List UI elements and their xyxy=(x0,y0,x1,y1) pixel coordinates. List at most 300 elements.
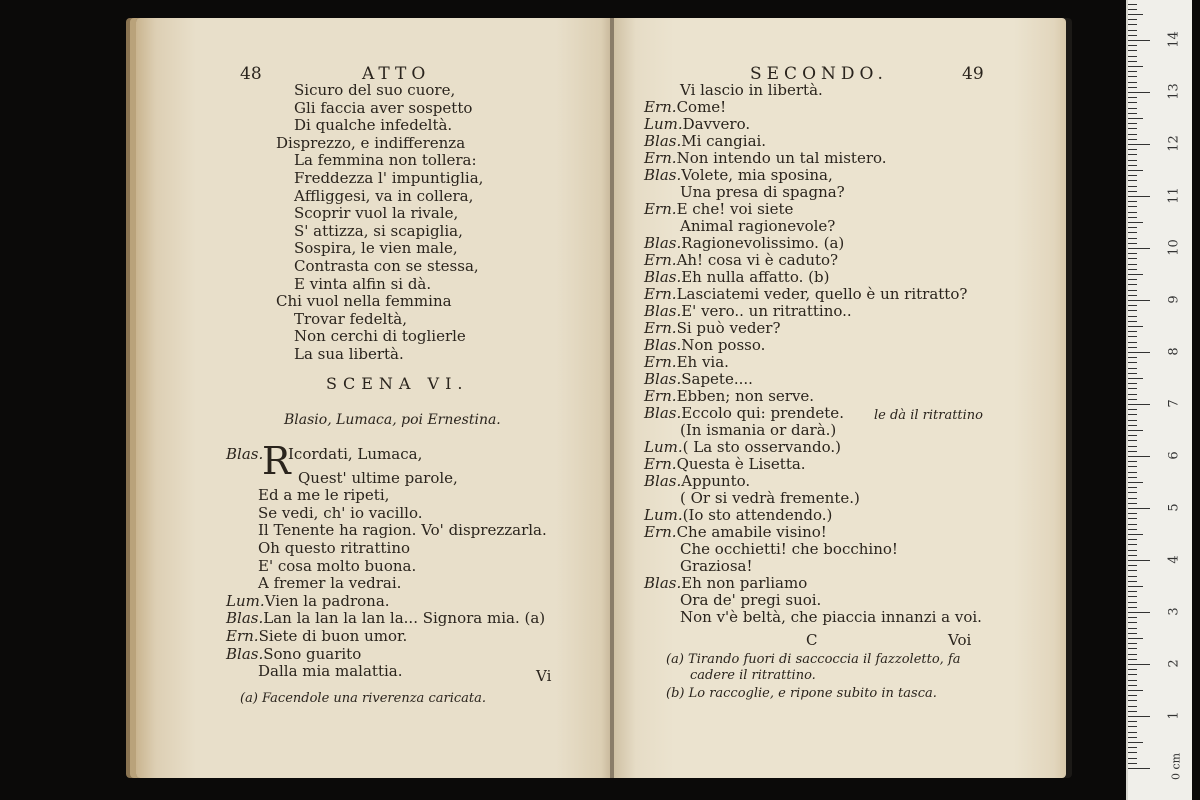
ruler-tick xyxy=(1128,201,1137,202)
text-line xyxy=(644,320,781,337)
text-line xyxy=(298,470,458,487)
line-text: Freddezza l' impuntiglia, xyxy=(294,169,484,187)
ruler-number: 7 xyxy=(1166,399,1182,408)
text-line xyxy=(644,507,832,524)
text-line xyxy=(258,505,423,522)
ruler-tick xyxy=(1128,128,1137,129)
text-line xyxy=(644,473,750,490)
ruler-tick xyxy=(1128,258,1137,259)
ruler-tick xyxy=(1128,82,1137,83)
text-line xyxy=(644,167,833,184)
line-text: Non cerchi di toglierle xyxy=(294,327,466,346)
speaker-label: Ern. xyxy=(644,455,677,473)
speaker-label: Lum. xyxy=(644,115,683,133)
text-line xyxy=(294,117,452,134)
line-text: Questa è Lisetta. xyxy=(676,455,806,473)
ruler-tick xyxy=(1128,154,1137,155)
speaker-label: Blas. xyxy=(644,234,682,252)
speaker-label: Ern. xyxy=(644,98,677,116)
ruler-tick xyxy=(1128,248,1150,249)
line-text: E che! voi siete xyxy=(676,200,794,218)
ruler-tick xyxy=(1128,232,1137,233)
ruler-tick xyxy=(1128,659,1137,660)
ruler-number: 4 xyxy=(1166,555,1182,564)
ruler-tick xyxy=(1128,118,1143,119)
text-line xyxy=(680,592,821,609)
ruler-tick xyxy=(1128,50,1137,51)
ruler-number: 9 xyxy=(1166,295,1182,304)
line-text: Quest' ultime parole, xyxy=(298,468,458,487)
ruler-tick xyxy=(1128,227,1137,228)
ruler-tick xyxy=(1128,238,1137,239)
ruler-number: 6 xyxy=(1166,451,1182,460)
ruler-tick xyxy=(1128,550,1137,551)
ruler-tick xyxy=(1128,492,1137,493)
speaker-label: Ern. xyxy=(644,285,677,303)
line-text: Animal ragionevole? xyxy=(680,217,836,235)
text-line xyxy=(644,201,793,218)
scene-characters: Blasio, Lumaca, poi Ernestina. xyxy=(284,412,501,428)
ruler-tick xyxy=(1128,747,1137,748)
text-line xyxy=(644,99,726,116)
ruler-tick xyxy=(1128,674,1137,675)
line-text: Eh nulla affatto. (b) xyxy=(681,268,830,286)
line-text: Ah! cosa vi è caduto? xyxy=(676,251,839,269)
ruler-tick xyxy=(1128,24,1137,25)
ruler-tick xyxy=(1128,612,1150,613)
line-text: (In ismania or darà.) xyxy=(680,421,837,439)
text-line xyxy=(680,422,836,439)
measuring-ruler xyxy=(1126,0,1192,800)
ruler-tick xyxy=(1128,347,1137,348)
ruler-tick xyxy=(1128,581,1137,582)
catchword: Vi xyxy=(536,667,552,685)
text-line xyxy=(294,223,463,240)
speaker-label: Lum. xyxy=(644,506,683,524)
line-text: Volete, mia sposina, xyxy=(681,166,833,184)
ruler-tick xyxy=(1128,560,1150,561)
text-line xyxy=(294,188,473,205)
stage-direction: le dà il ritrattino xyxy=(874,408,984,423)
ruler-tick xyxy=(1128,336,1137,337)
ruler-tick xyxy=(1128,695,1137,696)
speaker-label: Lum. xyxy=(644,438,683,456)
ruler-tick xyxy=(1128,628,1137,629)
text-line xyxy=(294,346,404,363)
text-line xyxy=(644,439,841,456)
line-text: Appunto. xyxy=(681,472,751,490)
line-text: Gli faccia aver sospetto xyxy=(294,98,473,117)
ruler-tick xyxy=(1128,680,1137,681)
ruler-tick xyxy=(1128,461,1137,462)
ruler-tick xyxy=(1128,87,1137,88)
ruler-tick xyxy=(1128,186,1137,187)
ruler-unit-label: 0 cm xyxy=(1169,752,1183,781)
ruler-tick xyxy=(1128,290,1137,291)
ruler-tick xyxy=(1128,487,1137,488)
line-text: Lasciatemi veder, quello è un ritratto? xyxy=(676,285,968,303)
line-text: Come! xyxy=(676,98,727,116)
ruler-tick xyxy=(1128,71,1137,72)
ruler-tick xyxy=(1128,378,1143,379)
speaker-label: Blas. xyxy=(226,609,264,628)
line-text: Che amabile visino! xyxy=(676,523,827,541)
ruler-tick xyxy=(1128,524,1137,525)
ruler-tick xyxy=(1128,40,1150,41)
speaker-label: Blas. xyxy=(226,445,264,463)
line-text: Vi lascio in libertà. xyxy=(680,81,823,99)
text-line xyxy=(226,646,361,663)
ruler-tick xyxy=(1128,284,1137,285)
ruler-tick xyxy=(1128,165,1137,166)
ruler-tick xyxy=(1128,706,1137,707)
text-line xyxy=(644,405,844,422)
ruler-tick xyxy=(1128,503,1137,504)
ruler-tick xyxy=(1128,279,1137,280)
text-line xyxy=(644,286,967,303)
right-page xyxy=(614,18,1066,778)
line-text: Ragionevolissimo. (a) xyxy=(681,234,845,252)
line-text: ( La sto osservando.) xyxy=(682,438,841,456)
ruler-number: 10 xyxy=(1166,239,1182,256)
text-line xyxy=(644,150,887,167)
ruler-tick xyxy=(1128,326,1143,327)
speaker-label: Blas. xyxy=(644,404,682,422)
ruler-tick xyxy=(1128,399,1137,400)
ruler-tick xyxy=(1128,534,1143,535)
line-text: (Io sto attendendo.) xyxy=(682,506,833,524)
ruler-tick xyxy=(1128,529,1137,530)
ruler-tick xyxy=(1128,76,1137,77)
text-line xyxy=(680,609,982,626)
line-text: E' cosa molto buona. xyxy=(258,556,417,575)
ruler-tick xyxy=(1128,768,1150,769)
footnote-a-continued: cadere il ritrattino. xyxy=(690,668,816,683)
line-text: Chi vuol nella femmina xyxy=(276,292,452,311)
text-line xyxy=(294,205,458,222)
line-text: E' vero.. un ritrattino.. xyxy=(681,302,852,320)
scene-title: SCENA VI. xyxy=(326,374,469,393)
line-text: Ora de' pregi suoi. xyxy=(680,591,822,609)
speaker-label: Blas. xyxy=(644,336,682,354)
text-line xyxy=(294,240,458,257)
text-line xyxy=(644,133,766,150)
text-line xyxy=(294,276,431,293)
ruler-tick xyxy=(1128,305,1137,306)
ruler-tick xyxy=(1128,362,1137,363)
line-text: Sono guarito xyxy=(263,644,362,663)
ruler-tick xyxy=(1128,404,1150,405)
ruler-number: 2 xyxy=(1166,659,1182,668)
line-text: Dalla mia malattia. xyxy=(258,662,403,681)
text-line xyxy=(294,328,466,345)
ruler-tick xyxy=(1128,664,1150,665)
speaker-label: Ern. xyxy=(644,149,677,167)
ruler-tick xyxy=(1128,446,1137,447)
text-line xyxy=(226,610,545,627)
ruler-tick xyxy=(1128,456,1150,457)
line-text: S' attizza, si scapiglia, xyxy=(294,221,463,240)
text-line xyxy=(644,116,750,133)
speaker-label: Ern. xyxy=(644,251,677,269)
ruler-tick xyxy=(1128,518,1137,519)
text-line xyxy=(294,100,472,117)
ruler-tick xyxy=(1128,45,1137,46)
ruler-tick xyxy=(1128,430,1143,431)
ruler-tick xyxy=(1128,295,1137,296)
line-text: Non posso. xyxy=(681,336,766,354)
ruler-tick xyxy=(1128,212,1137,213)
ruler-tick xyxy=(1128,394,1137,395)
line-text: Icordati, Lumaca, xyxy=(288,445,423,463)
speaker-label: Blas. xyxy=(644,132,682,150)
ruler-tick xyxy=(1128,555,1137,556)
ruler-tick xyxy=(1128,700,1137,701)
text-line xyxy=(644,337,765,354)
line-text: Siete di buon umor. xyxy=(258,627,408,645)
ruler-tick xyxy=(1128,726,1137,727)
speaker-label: Blas. xyxy=(226,644,264,663)
line-text: Mi cangiai. xyxy=(681,132,767,150)
ruler-tick xyxy=(1128,139,1137,140)
speaker-label: Blas. xyxy=(644,574,682,592)
line-text: Che occhietti! che bocchino! xyxy=(680,540,898,558)
text-line xyxy=(294,82,455,99)
ruler-tick xyxy=(1128,300,1150,301)
left-page xyxy=(136,18,612,778)
ruler-tick xyxy=(1128,716,1150,717)
text-line xyxy=(276,135,465,152)
line-text: Davvero. xyxy=(682,115,751,133)
ruler-tick xyxy=(1128,477,1137,478)
ruler-tick xyxy=(1128,4,1137,5)
ruler-tick xyxy=(1128,217,1137,218)
line-text: Oh questo ritrattino xyxy=(258,539,411,557)
ruler-tick xyxy=(1128,342,1137,343)
ruler-tick xyxy=(1128,498,1137,499)
line-text: E vinta alfin si dà. xyxy=(294,274,432,293)
text-line xyxy=(680,184,845,201)
ruler-tick xyxy=(1128,602,1137,603)
text-line xyxy=(644,524,827,541)
text-line xyxy=(294,170,483,187)
speaker-label: Blas. xyxy=(644,302,682,320)
speaker-label: Ern. xyxy=(644,387,677,405)
text-line xyxy=(644,252,838,269)
ruler-tick xyxy=(1128,108,1137,109)
line-text: Ebben; non serve. xyxy=(676,387,815,405)
line-text: A fremer la vedrai. xyxy=(258,574,402,593)
ruler-tick xyxy=(1128,316,1137,317)
ruler-tick xyxy=(1128,466,1137,467)
ruler-tick xyxy=(1128,576,1137,577)
line-text: Non v'è beltà, che piaccia innanzi a voi. xyxy=(680,608,982,626)
line-text: Si può veder? xyxy=(676,319,781,337)
line-text: Affliggesi, va in collera, xyxy=(294,186,474,205)
ruler-tick xyxy=(1128,451,1137,452)
ruler-number: 8 xyxy=(1166,347,1182,356)
line-text: Una presa di spagna? xyxy=(680,183,845,201)
ruler-tick xyxy=(1128,102,1137,103)
ruler-tick xyxy=(1128,30,1137,31)
ruler-tick xyxy=(1128,440,1137,441)
ruler-tick xyxy=(1128,56,1137,57)
line-text: Eh non parliamo xyxy=(681,574,808,592)
text-line xyxy=(644,354,729,371)
ruler-tick xyxy=(1128,435,1137,436)
line-text: Sicuro del suo cuore, xyxy=(294,81,456,99)
ruler-tick xyxy=(1128,617,1137,618)
ruler-tick xyxy=(1128,160,1137,161)
ruler-tick xyxy=(1128,113,1137,114)
ruler-tick xyxy=(1128,331,1137,332)
ruler-tick xyxy=(1128,763,1137,764)
line-text: Sospira, le vien male, xyxy=(294,239,458,258)
text-line xyxy=(294,152,477,169)
ruler-tick xyxy=(1128,253,1137,254)
ruler-tick xyxy=(1128,711,1137,712)
ruler-tick xyxy=(1128,591,1137,592)
ruler-tick xyxy=(1128,685,1137,686)
ruler-tick xyxy=(1128,721,1137,722)
line-text: ( Or si vedrà fremente.) xyxy=(680,489,860,507)
ruler-tick xyxy=(1128,752,1137,753)
ruler-tick xyxy=(1128,243,1137,244)
ruler-tick xyxy=(1128,648,1137,649)
speaker-label: Blas. xyxy=(644,166,682,184)
line-text: Sapete.... xyxy=(681,370,753,388)
ruler-tick xyxy=(1128,669,1137,670)
text-line xyxy=(644,371,753,388)
speaker-label: Ern. xyxy=(644,200,677,218)
ruler-tick xyxy=(1128,191,1137,192)
ruler-tick xyxy=(1128,654,1137,655)
line-text: Contrasta con se stessa, xyxy=(294,257,479,275)
text-line xyxy=(226,628,407,645)
ruler-tick xyxy=(1128,409,1137,410)
ruler-number: 14 xyxy=(1166,31,1182,48)
running-head: SECONDO. xyxy=(750,64,888,84)
open-book xyxy=(136,18,1066,778)
page-number: 49 xyxy=(962,64,984,84)
ruler-tick xyxy=(1128,544,1137,545)
ruler-number: 11 xyxy=(1166,187,1182,204)
ruler-tick xyxy=(1128,144,1150,145)
line-text: Eh via. xyxy=(676,353,729,371)
ruler-number: 3 xyxy=(1166,607,1182,616)
ruler-tick xyxy=(1128,565,1137,566)
ruler-tick xyxy=(1128,19,1137,20)
ruler-number: 5 xyxy=(1166,503,1182,512)
ruler-tick xyxy=(1128,321,1137,322)
ruler-number: 1 xyxy=(1166,711,1182,720)
ruler-tick xyxy=(1128,123,1137,124)
text-line xyxy=(258,487,389,504)
speaker-label: Ern. xyxy=(226,627,259,645)
text-line xyxy=(294,311,407,328)
ruler-tick xyxy=(1128,732,1137,733)
text-line xyxy=(644,575,807,592)
line-text: Disprezzo, e indifferenza xyxy=(276,133,466,152)
page-number: 48 xyxy=(240,64,262,84)
ruler-tick xyxy=(1128,388,1137,389)
ruler-tick xyxy=(1128,352,1150,353)
ruler-tick xyxy=(1128,425,1137,426)
text-line xyxy=(644,235,844,252)
ruler-tick xyxy=(1128,373,1137,374)
ruler-tick xyxy=(1128,690,1143,691)
ruler-tick xyxy=(1128,66,1143,67)
ruler-tick xyxy=(1128,586,1143,587)
ruler-tick xyxy=(1128,742,1143,743)
ruler-tick xyxy=(1128,482,1143,483)
text-line xyxy=(226,593,390,610)
ruler-tick xyxy=(1128,180,1137,181)
text-line xyxy=(644,303,852,320)
ruler-tick xyxy=(1128,383,1137,384)
speaker-label: Ern. xyxy=(644,353,677,371)
ruler-tick xyxy=(1128,570,1137,571)
ruler-tick xyxy=(1128,35,1137,36)
speaker-label: Blas. xyxy=(644,268,682,286)
ruler-tick xyxy=(1128,758,1137,759)
ruler-tick xyxy=(1128,420,1137,421)
ruler-number: 12 xyxy=(1166,135,1182,152)
ruler-tick xyxy=(1128,92,1150,93)
signature-mark: C xyxy=(806,631,818,649)
footnote-a: (a) Tirando fuori di saccoccia il fazzoletto, fa xyxy=(666,652,961,667)
text-line xyxy=(276,293,452,310)
ruler-tick xyxy=(1128,274,1143,275)
ruler-tick xyxy=(1128,196,1150,197)
running-head: ATTO xyxy=(362,64,431,84)
ruler-tick xyxy=(1128,170,1143,171)
speaker-label: Ern. xyxy=(644,523,677,541)
ruler-number: 13 xyxy=(1166,83,1182,100)
line-text: Scoprir vuol la rivale, xyxy=(294,204,459,223)
ruler-tick xyxy=(1128,472,1137,473)
text-line xyxy=(294,258,479,275)
line-text: Se vedi, ch' io vacillo. xyxy=(258,503,423,522)
text-line xyxy=(680,541,898,558)
drop-cap: R xyxy=(262,439,291,483)
speaker-label: Lum. xyxy=(226,591,265,610)
ruler-tick xyxy=(1128,368,1137,369)
ruler-tick xyxy=(1128,206,1137,207)
line-text: La sua libertà. xyxy=(294,345,404,363)
text-line xyxy=(644,388,814,405)
speaker-label: Blas. xyxy=(644,472,682,490)
text-line xyxy=(258,540,410,557)
ruler-tick xyxy=(1128,357,1137,358)
ruler-tick xyxy=(1128,97,1137,98)
ruler-tick xyxy=(1128,14,1143,15)
text-line xyxy=(680,490,860,507)
text-line xyxy=(680,558,753,575)
ruler-tick xyxy=(1128,149,1137,150)
ruler-tick xyxy=(1128,175,1137,176)
line-text: Il Tenente ha ragion. Vo' disprezzarla. xyxy=(258,521,547,540)
ruler-tick xyxy=(1128,508,1150,509)
ruler-tick xyxy=(1128,310,1137,311)
text-line xyxy=(258,663,402,680)
speaker-label: Ern. xyxy=(644,319,677,337)
line-text: Vien la padrona. xyxy=(264,591,390,610)
line-text: Eccolo qui: prendete. xyxy=(681,404,844,422)
speaker-label: Blas. xyxy=(644,370,682,388)
text-line xyxy=(258,575,401,592)
ruler-tick xyxy=(1128,414,1137,415)
